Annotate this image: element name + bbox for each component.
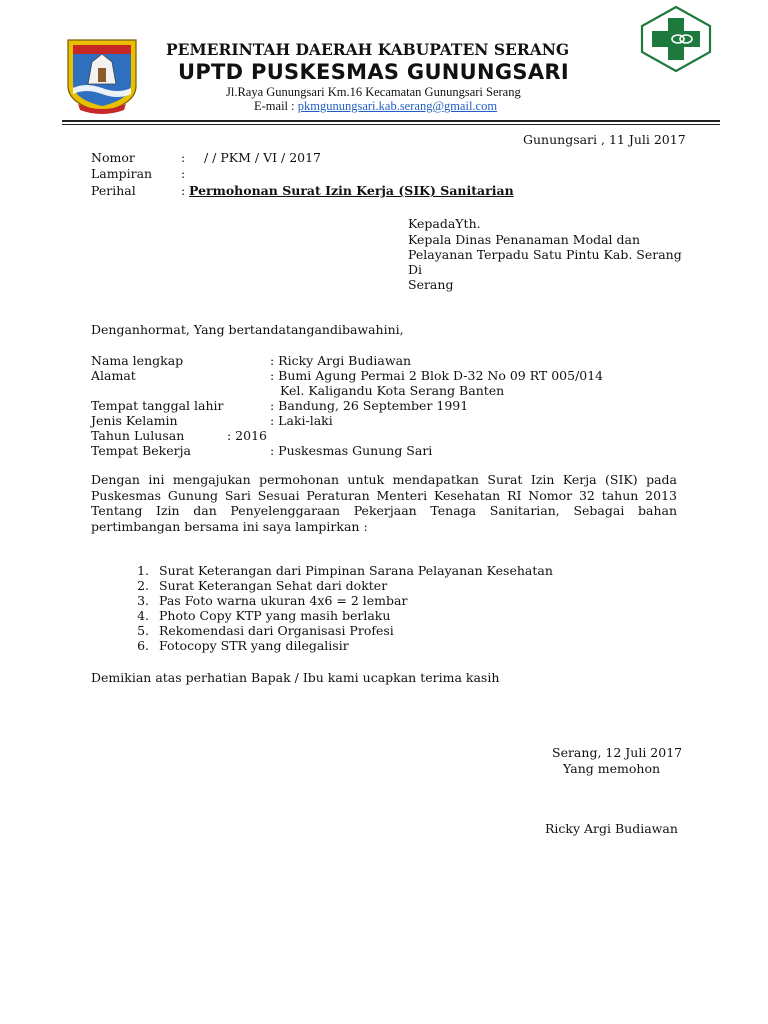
email-label: E-mail : xyxy=(254,99,298,113)
meta-label-perihal: Perihal xyxy=(91,183,136,198)
list-item-number: 5. xyxy=(137,623,149,638)
meta-sep-perihal: : xyxy=(181,183,186,198)
signature-name: Ricky Argi Budiawan xyxy=(545,821,678,836)
list-item-text: Rekomendasi dari Organisasi Profesi xyxy=(159,623,394,638)
identity-label-graduation: Tahun Lulusan xyxy=(91,428,185,443)
list-item-number: 1. xyxy=(137,563,149,578)
list-item-text: Fotocopy STR yang dilegalisir xyxy=(159,638,349,653)
letter-subject: Permohonan Surat Izin Kerja (SIK) Sanitarian xyxy=(189,183,514,198)
puskesmas-name: UPTD PUSKESMAS GUNUNGSARI xyxy=(178,60,569,84)
list-item-number: 6. xyxy=(137,638,149,653)
recipient-line-1: KepadaYth. xyxy=(408,216,481,231)
meta-sep-nomor: : xyxy=(181,150,186,165)
government-name: PEMERINTAH DAERAH KABUPATEN SERANG xyxy=(166,40,570,59)
identity-value-birth: : Bandung, 26 September 1991 xyxy=(270,398,469,413)
list-item-text: Pas Foto warna ukuran 4x6 = 2 lembar xyxy=(159,593,408,608)
identity-value-address-1: : Bumi Agung Permai 2 Blok D-32 No 09 RT 005/014 xyxy=(270,368,604,383)
identity-label-gender: Jenis Kelamin xyxy=(91,413,178,428)
header-address: Jl.Raya Gunungsari Km.16 Kecamatan Gunungsari Serang xyxy=(226,85,521,99)
puskesmas-cross-emblem-icon xyxy=(640,6,712,72)
list-item-text: Surat Keterangan dari Pimpinan Sarana Pelayanan Kesehatan xyxy=(159,563,553,578)
signature-place-date: Serang, 12 Juli 2017 xyxy=(552,745,683,760)
list-item-text: Photo Copy KTP yang masih berlaku xyxy=(159,608,391,623)
meta-label-lampiran: Lampiran xyxy=(91,166,153,181)
recipient-line-2: Kepala Dinas Penanaman Modal dan xyxy=(408,232,641,247)
list-item-number: 3. xyxy=(137,593,149,608)
identity-value-gender: : Laki-laki xyxy=(270,413,333,428)
recipient-line-4: Di xyxy=(408,262,423,277)
identity-value-workplace: : Puskesmas Gunung Sari xyxy=(270,443,433,458)
identity-label-workplace: Tempat Bekerja xyxy=(91,443,191,458)
letter-date: Gunungsari , 11 Juli 2017 xyxy=(523,132,686,147)
letterhead-rule-thin xyxy=(62,124,720,125)
closing-sentence: Demikian atas perhatian Bapak / Ibu kami ucapkan terima kasih xyxy=(91,670,500,685)
body-paragraph: Dengan ini mengajukan permohonan untuk mendapatkan Surat Izin Kerja (SIK) pada Puskesmas Gunung Sari Sesuai Peraturan Menteri Kesehatan RI Nomor 32 tahun 2013 Tentang Izin dan Penyelenggaraan Pekerjaan Tenaga Sanitarian, Sebagai bahan pertimbangan bersama ini saya lampirkan : xyxy=(91,472,677,534)
identity-value-graduation: : 2016 xyxy=(227,428,267,443)
recipient-line-5: Serang xyxy=(408,277,454,292)
kabupaten-serang-emblem-icon xyxy=(64,38,140,114)
greeting: Denganhormat, Yang bertandatangandibawahini, xyxy=(91,322,404,337)
letterhead-rule-thick xyxy=(62,120,720,122)
meta-value-nomor: / / PKM / VI / 2017 xyxy=(204,150,322,165)
identity-label-address: Alamat xyxy=(91,368,136,383)
list-item-text: Surat Keterangan Sehat dari dokter xyxy=(159,578,388,593)
meta-label-nomor: Nomor xyxy=(91,150,135,165)
meta-sep-lampiran: : xyxy=(181,166,186,181)
identity-value-name: : Ricky Argi Budiawan xyxy=(270,353,412,368)
list-item-number: 4. xyxy=(137,608,149,623)
email-link[interactable]: pkmgunungsari.kab.serang@gmail.com xyxy=(297,99,498,113)
identity-label-birth: Tempat tanggal lahir xyxy=(91,398,224,413)
recipient-line-3: Pelayanan Terpadu Satu Pintu Kab. Serang xyxy=(408,247,682,262)
signature-role: Yang memohon xyxy=(563,761,661,776)
header-email-line xyxy=(254,99,497,114)
identity-label-name: Nama lengkap xyxy=(91,353,184,368)
list-item-number: 2. xyxy=(137,578,149,593)
identity-value-address-2: Kel. Kaligandu Kota Serang Banten xyxy=(280,383,505,398)
